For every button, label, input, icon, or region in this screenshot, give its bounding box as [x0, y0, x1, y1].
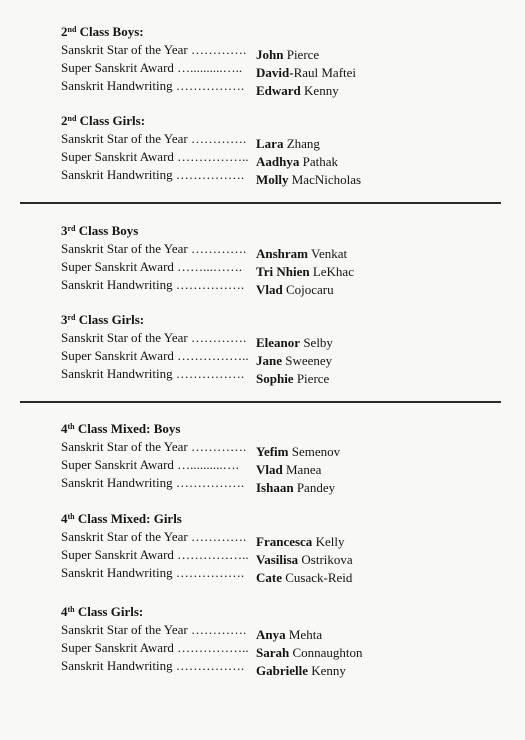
recipient-first-name: Cate	[256, 570, 282, 585]
recipient-first-name: Molly	[256, 172, 289, 187]
section-4th-class-mixed-girls	[61, 510, 481, 585]
section-2nd-class-boys	[61, 23, 481, 98]
recipient-last-name: MacNicholas	[288, 172, 362, 187]
recipient-last-name: Cojocaru	[282, 282, 334, 297]
recipient-first-name: Tri Nhien	[256, 264, 310, 279]
recipient-first-name: Vlad	[256, 462, 283, 477]
award-row	[61, 258, 481, 279]
recipient-first-name: Vlad	[256, 282, 283, 297]
section-divider	[20, 202, 501, 204]
recipient-last-name: LeKhac	[309, 264, 354, 279]
recipient-first-name: Gabrielle	[256, 663, 308, 678]
award-name: Super Sanskrit Award ……...…….	[61, 259, 243, 274]
award-row	[61, 166, 481, 187]
recipient-first-name: Anya	[256, 627, 286, 642]
award-row	[61, 148, 481, 169]
recipient-first-name: John	[256, 47, 284, 62]
award-row	[61, 528, 481, 549]
award-row	[61, 365, 481, 386]
recipient-first-name: Jane	[256, 353, 282, 368]
award-name: Super Sanskrit Award ……………..	[61, 149, 249, 164]
section-heading: 3rd Class Boys	[61, 223, 139, 238]
section-3rd-class-boys	[61, 222, 481, 297]
recipient-last-name: Manea	[282, 462, 322, 477]
award-row	[61, 41, 481, 62]
recipient-last-name: Kenny	[300, 83, 339, 98]
recipient-last-name: Raul Maftei	[293, 65, 357, 80]
award-row	[61, 130, 481, 151]
section-4th-class-girls	[61, 603, 481, 678]
award-name: Super Sanskrit Award ……………..	[61, 547, 249, 562]
recipient-last-name: Pierce	[293, 371, 330, 386]
award-name: Sanskrit Handwriting …………….	[61, 277, 245, 292]
section-divider	[20, 401, 501, 403]
recipient-first-name: Francesca	[256, 534, 313, 549]
section-heading: 4th Class Girls:	[61, 604, 144, 619]
recipient-last-name: Pandey	[293, 480, 336, 495]
recipient-last-name: Pierce	[283, 47, 320, 62]
award-row	[61, 240, 481, 261]
recipient-last-name: Venkat	[308, 246, 348, 261]
award-name: Sanskrit Star of the Year ………….	[61, 529, 247, 544]
recipient-last-name: Connaughton	[289, 645, 363, 660]
award-row	[61, 456, 481, 477]
award-name: Sanskrit Star of the Year ………….	[61, 439, 247, 454]
award-name: Sanskrit Star of the Year ………….	[61, 131, 247, 146]
recipient-last-name: Mehta	[285, 627, 323, 642]
award-name: Super Sanskrit Award …..........…..	[61, 60, 243, 75]
section-4th-class-mixed-boys	[61, 420, 481, 495]
recipient-first-name: Eleanor	[256, 335, 301, 350]
recipient-first-name: Yefim	[256, 444, 289, 459]
award-name: Sanskrit Handwriting …………….	[61, 78, 245, 93]
recipient-first-name: Edward	[256, 83, 301, 98]
recipient-first-name: Sarah	[256, 645, 290, 660]
award-row	[61, 657, 481, 678]
recipient-last-name: Kenny	[308, 663, 346, 678]
award-name: Sanskrit Handwriting …………….	[61, 167, 245, 182]
award-name: Super Sanskrit Award ……………..	[61, 348, 249, 363]
section-2nd-class-girls	[61, 112, 481, 187]
award-name: Super Sanskrit Award …..........….	[61, 457, 239, 472]
award-row	[61, 621, 481, 642]
award-row	[61, 77, 481, 98]
section-heading: 2nd Class Boys:	[61, 24, 144, 39]
award-name: Sanskrit Star of the Year ………….	[61, 241, 247, 256]
recipient-last-name: Cusack-Reid	[282, 570, 353, 585]
recipient-last-name: Zhang	[283, 136, 320, 151]
award-name: Sanskrit Star of the Year ………….	[61, 42, 247, 57]
award-row	[61, 546, 481, 567]
recipient-last-name: Ostrikova	[298, 552, 353, 567]
award-row	[61, 474, 481, 495]
award-row	[61, 276, 481, 297]
award-row	[61, 59, 481, 80]
recipient-first-name: Vasilisa	[256, 552, 299, 567]
award-name: Super Sanskrit Award ……………..	[61, 640, 249, 655]
award-name: Sanskrit Handwriting …………….	[61, 658, 245, 673]
recipient-first-name: Ishaan	[256, 480, 294, 495]
recipient-last-name: Pathak	[299, 154, 338, 169]
award-name: Sanskrit Star of the Year ………….	[61, 330, 247, 345]
recipient-first-name: Aadhya	[256, 154, 300, 169]
recipient-last-name: Selby	[300, 335, 333, 350]
recipient-last-name: Sweeney	[282, 353, 333, 368]
award-name: Sanskrit Handwriting …………….	[61, 565, 245, 580]
award-name: Sanskrit Star of the Year ………….	[61, 622, 247, 637]
section-heading: 2nd Class Girls:	[61, 113, 146, 128]
section-heading: 3rd Class Girls:	[61, 312, 145, 327]
award-name: Sanskrit Handwriting …………….	[61, 366, 245, 381]
section-3rd-class-girls	[61, 311, 481, 386]
recipient-first-name: Anshram	[256, 246, 309, 261]
recipient-first-name: Lara	[256, 136, 284, 151]
recipient-last-name: Semenov	[288, 444, 341, 459]
award-row	[61, 564, 481, 585]
recipient-last-name: Kelly	[312, 534, 345, 549]
award-row	[61, 438, 481, 459]
recipient-first-name: Sophie	[256, 371, 294, 386]
section-heading: 4th Class Mixed: Boys	[61, 421, 181, 436]
award-row	[61, 329, 481, 350]
recipient-first-name: David-	[256, 65, 294, 80]
award-name: Sanskrit Handwriting …………….	[61, 475, 245, 490]
award-row	[61, 639, 481, 660]
award-row	[61, 347, 481, 368]
section-heading: 4th Class Mixed: Girls	[61, 511, 182, 526]
